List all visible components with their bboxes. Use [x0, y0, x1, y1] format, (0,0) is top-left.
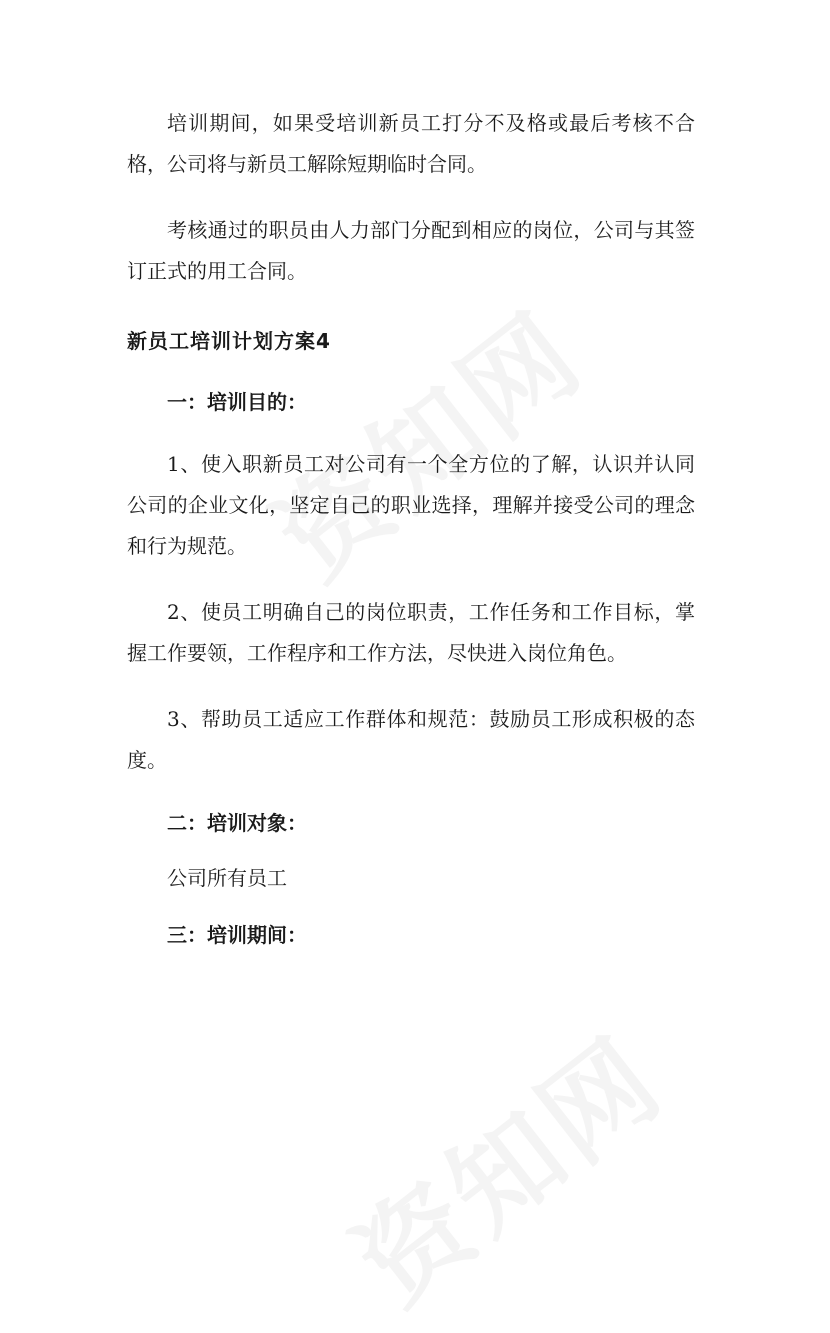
section-heading: 新员工培训计划方案4 [127, 329, 331, 353]
paragraph: 考核通过的职员由人力部门分配到相应的岗位，公司与其签订正式的用工合同。 [127, 218, 695, 283]
subsection-title: 三：培训期间： [167, 923, 307, 947]
paragraph: 2、使员工明确自己的岗位职责，工作任务和工作目标，掌握工作要领，工作程序和工作方法，尽快进入岗位角色。 [127, 600, 695, 665]
paragraph: 1、使入职新员工对公司有一个全方位的了解，认识并认同公司的企业文化，坚定自己的职业选择，理解并接受公司的理念和行为规范。 [127, 452, 695, 558]
subsection-title: 二：培训对象： [167, 811, 307, 835]
subsection-title: 一：培训目的： [167, 390, 307, 414]
paragraph: 3、帮助员工适应工作群体和规范：鼓励员工形成积极的态度。 [127, 707, 695, 772]
watermark [318, 995, 690, 1333]
document-body [127, 103, 695, 956]
paragraph: 公司所有员工 [167, 866, 287, 890]
paragraph: 培训期间，如果受培训新员工打分不及格或最后考核不合格，公司将与新员工解除短期临时合同。 [127, 111, 695, 176]
